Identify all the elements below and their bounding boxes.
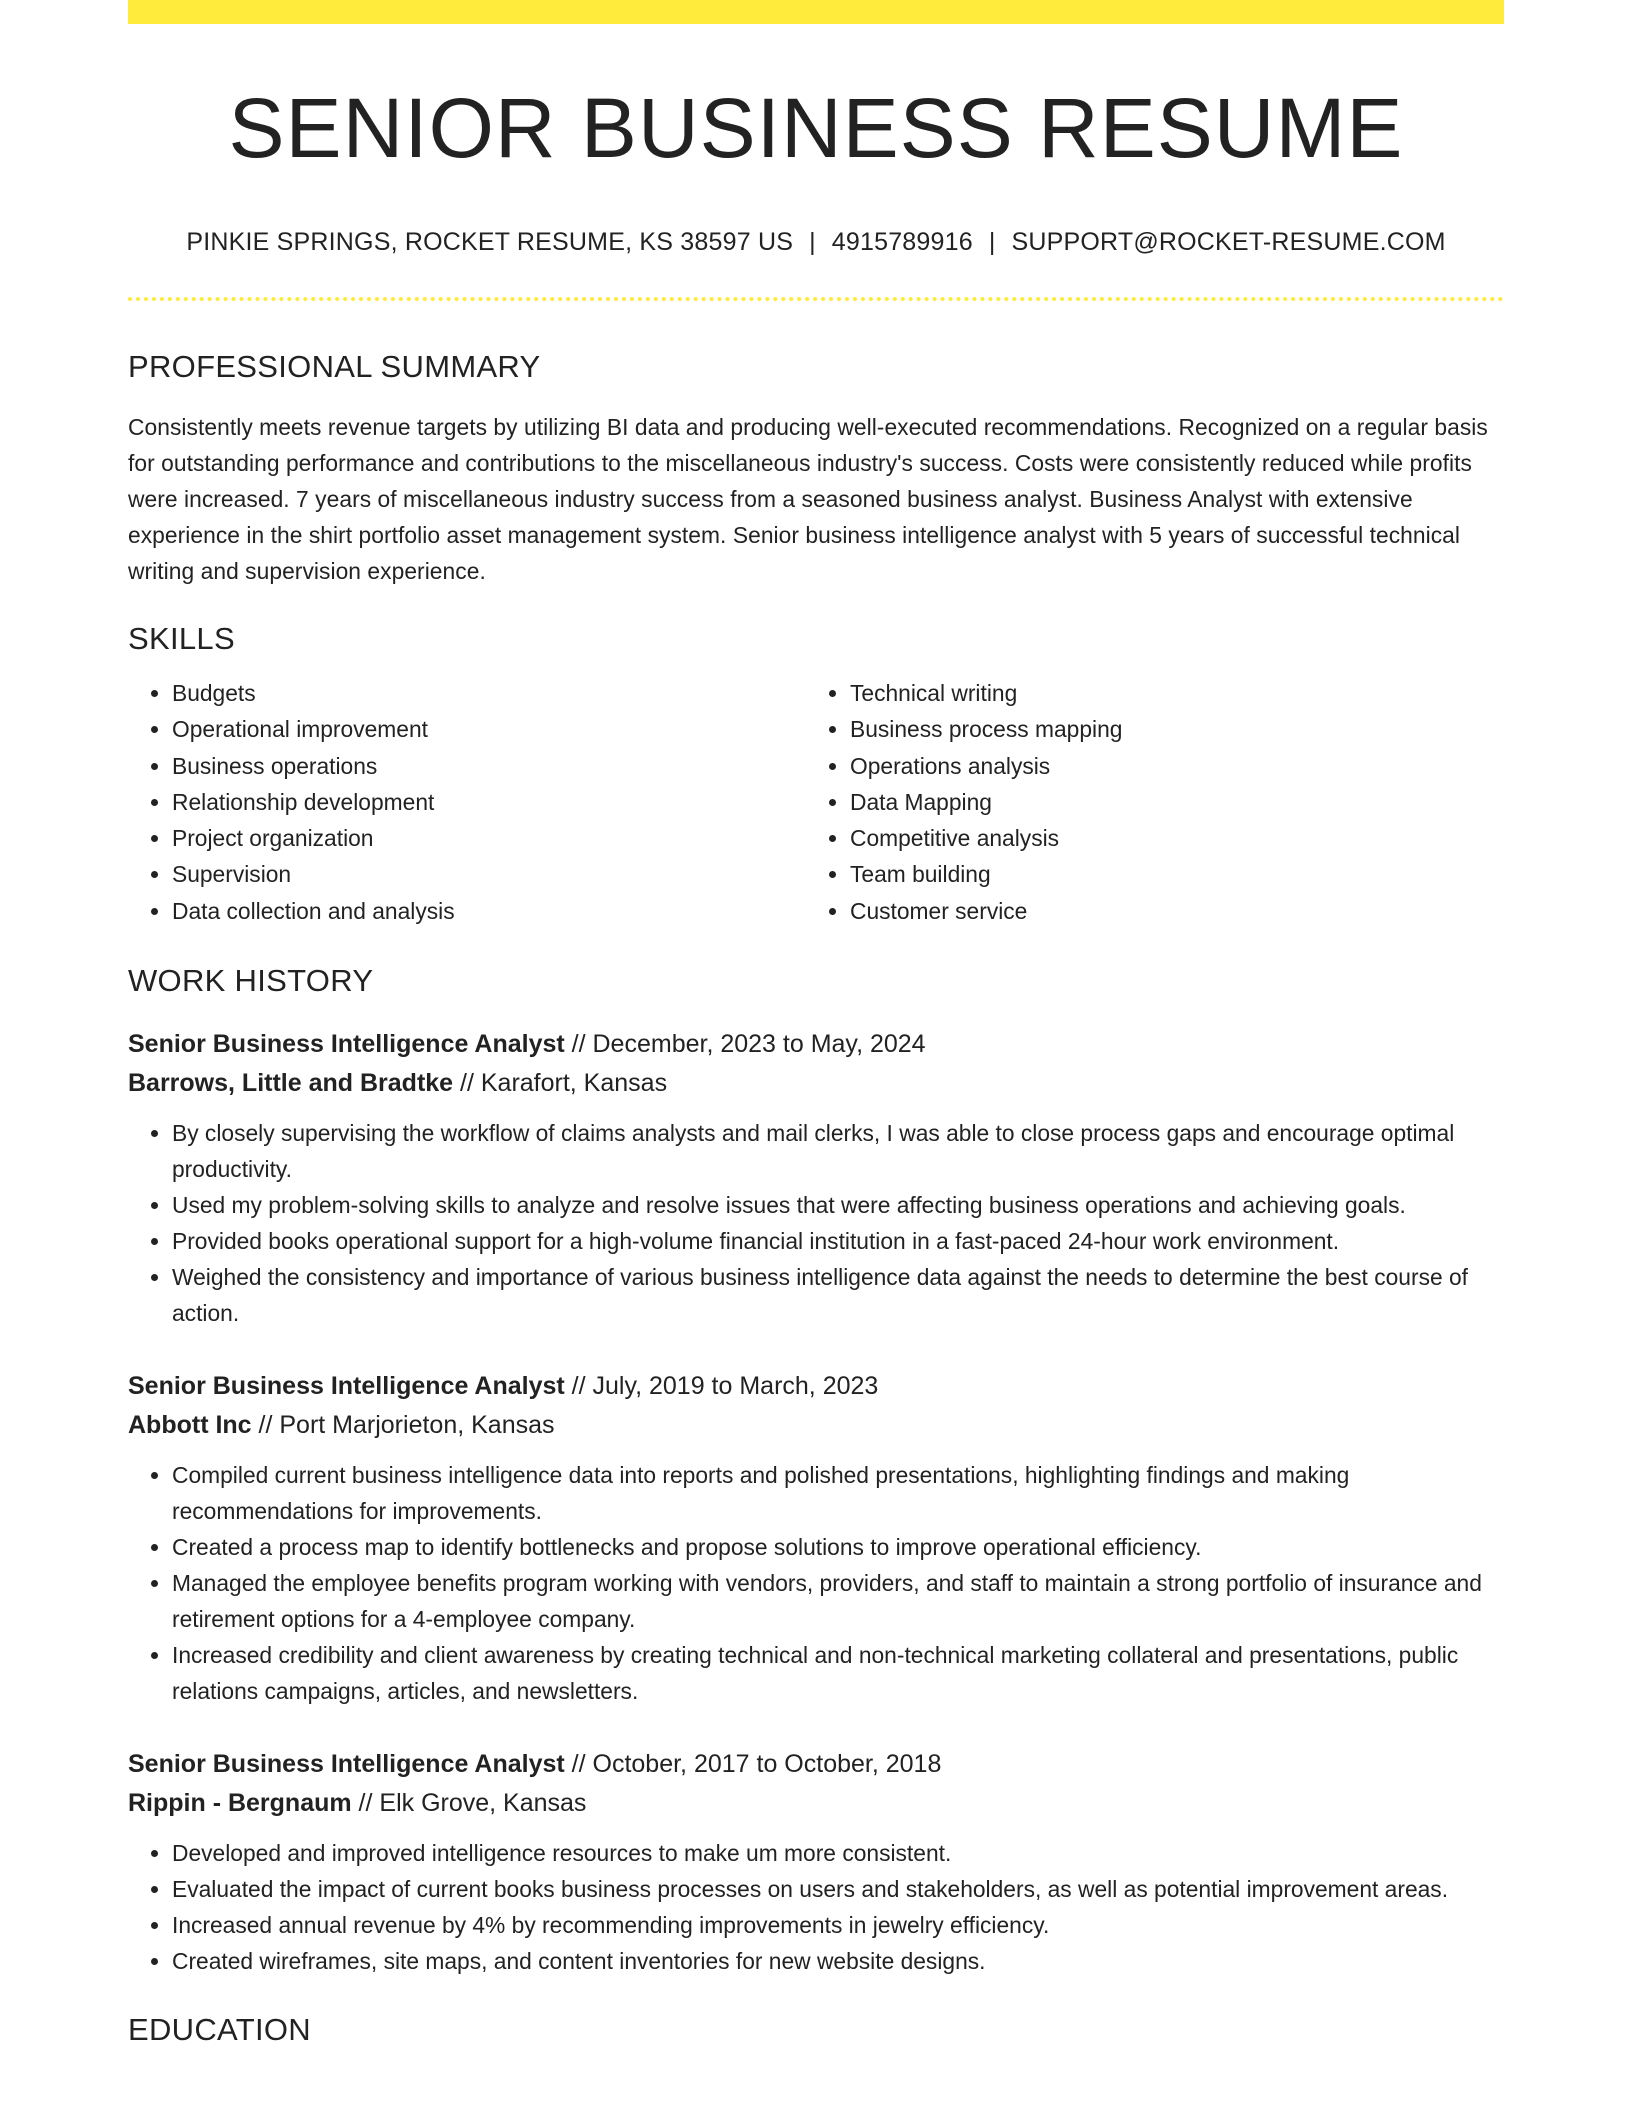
- job-location: // Elk Grove, Kansas: [351, 1788, 587, 1817]
- skill-item: • Data collection and analysis: [172, 893, 806, 929]
- accent-top-bar: [128, 0, 1504, 24]
- skill-item: • Team building: [850, 856, 1484, 892]
- skill-item: • Data Mapping: [850, 784, 1484, 820]
- job-bullets: [128, 1115, 1504, 1331]
- job-dates: // July, 2019 to March, 2023: [564, 1372, 879, 1401]
- job-company: Abbott Inc: [128, 1410, 252, 1439]
- job-bullet: • By closely supervising the workflow of claims analysts and mail clerks, I was able to close process gaps and encourage optimal productivity.: [172, 1115, 1504, 1187]
- skill-item: • Operational improvement: [172, 711, 806, 747]
- contact-separator: |: [809, 228, 816, 256]
- job-company-line: [128, 1064, 1504, 1103]
- skill-item: • Customer service: [850, 893, 1484, 929]
- work-history-heading: WORK HISTORY: [128, 963, 374, 999]
- contact-line: [128, 230, 1504, 255]
- resume-title: SENIOR BUSINESS RESUME: [228, 81, 1404, 175]
- dotted-divider: [128, 297, 1504, 301]
- job-bullet: • Created wireframes, site maps, and content inventories for new website designs.: [172, 1943, 1504, 1979]
- skills-list-left: [128, 675, 806, 929]
- job-entry: [128, 1367, 1504, 1709]
- job-bullet: • Increased credibility and client awareness by creating technical and non-technical marketing collateral and presentations, public relations campaigns, articles, and newsletters.: [172, 1637, 1504, 1709]
- job-company-line: [128, 1406, 1504, 1445]
- job-title-line: [128, 1745, 1504, 1784]
- job-bullet: • Used my problem-solving skills to analyze and resolve issues that were affecting business operations and achieving goals.: [172, 1187, 1504, 1223]
- job-location: // Karafort, Kansas: [453, 1068, 668, 1097]
- contact-separator: |: [988, 228, 996, 256]
- skill-item: • Supervision: [172, 856, 806, 892]
- summary-text: Consistently meets revenue targets by utilizing BI data and producing well-executed recommendations. Recognized on a regular basis for outstanding performance and contributions to the miscellaneous industry's success. Costs were consistently reduced while profits were increased. 7 years of miscellaneous industry success from a seasoned business analyst. Business Analyst with extensive experience in the shirt portfolio asset management system. Senior business intelligence analyst with 5 years of successful technical writing and supervision experience.: [128, 414, 1488, 584]
- job-bullet: • Provided books operational support for a high-volume financial institution in a fast-paced 24-hour work environment.: [172, 1223, 1504, 1259]
- job-bullet: • Weighed the consistency and importance of various business intelligence data against the needs to determine the best course of action.: [172, 1259, 1504, 1331]
- skills-columns: [128, 675, 1504, 929]
- skill-item: • Business operations: [172, 748, 806, 784]
- job-title-line: [128, 1367, 1504, 1406]
- skill-item: • Operations analysis: [850, 748, 1484, 784]
- skill-item: • Competitive analysis: [850, 820, 1484, 856]
- job-company: Barrows, Little and Bradtke: [128, 1068, 454, 1097]
- skill-item: • Relationship development: [172, 784, 806, 820]
- skills-heading: SKILLS: [128, 621, 235, 656]
- job-company: Rippin - Bergnaum: [128, 1788, 352, 1817]
- education-heading: EDUCATION: [128, 2012, 311, 2048]
- contact-address: PINKIE SPRINGS, ROCKET RESUME, KS 38597 US: [186, 228, 794, 256]
- job-title: Senior Business Intelligence Analyst: [128, 1372, 565, 1401]
- job-bullet: • Created a process map to identify bottlenecks and propose solutions to improve operational efficiency.: [172, 1529, 1504, 1565]
- job-bullet: • Developed and improved intelligence resources to make um more consistent.: [172, 1835, 1504, 1871]
- job-title: Senior Business Intelligence Analyst: [128, 1030, 565, 1059]
- job-bullets: [128, 1457, 1504, 1709]
- job-bullets: [128, 1835, 1504, 1979]
- job-title: Senior Business Intelligence Analyst: [128, 1750, 565, 1779]
- contact-email[interactable]: SUPPORT@ROCKET-RESUME.COM: [1011, 228, 1446, 256]
- skills-list-right: [806, 675, 1484, 929]
- contact-phone: 4915789916: [831, 228, 973, 256]
- job-dates: // December, 2023 to May, 2024: [564, 1030, 926, 1059]
- skill-item: • Business process mapping: [850, 711, 1484, 747]
- job-location: // Port Marjorieton, Kansas: [251, 1410, 555, 1439]
- job-bullet: • Managed the employee benefits program working with vendors, providers, and staff to maintain a strong portfolio of insurance and retirement options for a 4-employee company.: [172, 1565, 1504, 1637]
- job-entry: [128, 1745, 1504, 1979]
- job-bullet: • Increased annual revenue by 4% by recommending improvements in jewelry efficiency.: [172, 1907, 1504, 1943]
- skill-item: • Technical writing: [850, 675, 1484, 711]
- job-company-line: [128, 1784, 1504, 1823]
- skill-item: • Budgets: [172, 675, 806, 711]
- resume-page: [128, 0, 1504, 2048]
- job-dates: // October, 2017 to October, 2018: [564, 1750, 942, 1779]
- summary-heading: PROFESSIONAL SUMMARY: [128, 349, 541, 384]
- job-title-line: [128, 1025, 1504, 1064]
- job-entry: [128, 1025, 1504, 1331]
- job-bullet: • Compiled current business intelligence data into reports and polished presentations, highlighting findings and making recommendations for improvements.: [172, 1457, 1504, 1529]
- job-bullet: • Evaluated the impact of current books business processes on users and stakeholders, as well as potential improvement areas.: [172, 1871, 1504, 1907]
- skill-item: • Project organization: [172, 820, 806, 856]
